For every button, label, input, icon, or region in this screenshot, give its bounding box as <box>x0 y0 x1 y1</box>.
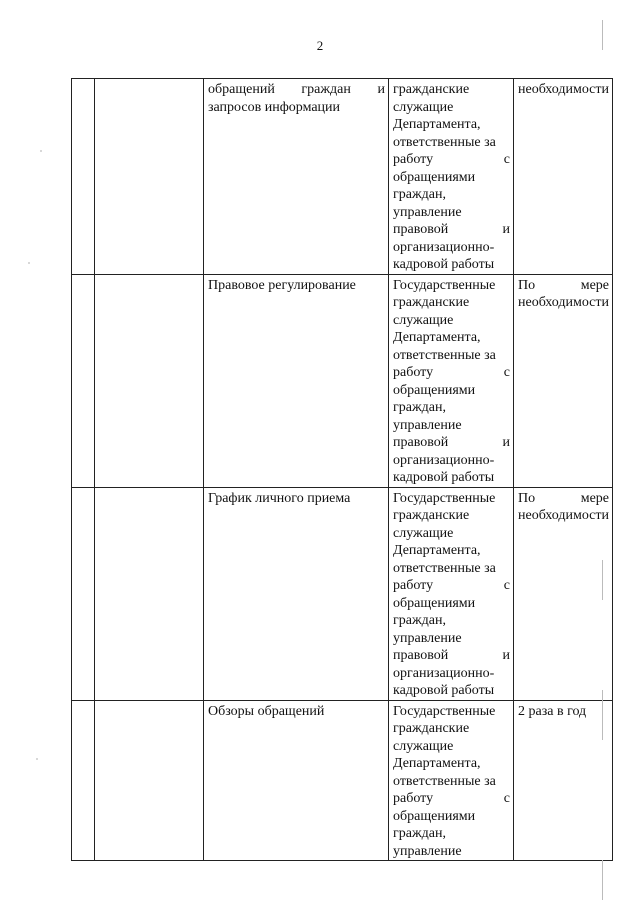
responsible-cell <box>389 274 514 487</box>
responsible-line: граждан, <box>393 400 446 415</box>
scan-artifact-line <box>602 20 603 50</box>
blank-cell <box>95 487 204 700</box>
responsible-line: Государственные <box>393 277 496 293</box>
blank-cell <box>95 274 204 487</box>
responsible-line: ответственные за <box>393 560 496 576</box>
responsible-cell <box>389 700 514 861</box>
blank-cell <box>95 79 204 275</box>
term-line: 2 раза в год <box>518 703 587 719</box>
section-cell <box>204 274 389 487</box>
responsible-line: Департамента, <box>393 756 481 771</box>
responsible-line: правовой и <box>393 435 510 450</box>
responsible-line: обращениями <box>393 808 476 824</box>
responsible-line: служащие <box>393 312 454 328</box>
scan-artifact-dot <box>28 262 30 264</box>
responsible-line: работу с <box>393 152 510 167</box>
responsible-line: Государственные <box>393 490 496 506</box>
scan-artifact-line <box>602 690 603 740</box>
document-table <box>71 78 613 861</box>
responsible-line: обращениями <box>393 169 476 185</box>
responsible-line: правовой и <box>393 648 510 663</box>
responsible-line: граждан, <box>393 826 446 841</box>
responsible-line: управление <box>393 843 462 859</box>
responsible-line: работу с <box>393 365 510 380</box>
responsible-line: гражданские <box>393 295 470 310</box>
responsible-line: ответственные за <box>393 134 496 150</box>
scan-artifact-dot <box>36 758 38 760</box>
section-line: График личного приема <box>208 490 351 506</box>
responsible-line: работу с <box>393 791 510 806</box>
responsible-line: обращениями <box>393 595 476 611</box>
responsible-cell <box>389 79 514 275</box>
term-line: необходимости <box>518 82 610 97</box>
responsible-line: ответственные за <box>393 773 496 789</box>
table-row <box>72 700 613 861</box>
responsible-line: организационно- <box>393 239 495 255</box>
responsible-line: организационно- <box>393 452 495 468</box>
table-row <box>72 274 613 487</box>
responsible-line: Департамента, <box>393 543 481 558</box>
term-cell <box>514 700 613 861</box>
responsible-line: кадровой работы <box>393 470 495 485</box>
responsible-line: кадровой работы <box>393 257 495 272</box>
responsible-cell <box>389 487 514 700</box>
responsible-line: Государственные <box>393 703 496 719</box>
responsible-line: обращениями <box>393 382 476 398</box>
section-line: запросов информации <box>208 99 341 115</box>
page-number: 2 <box>316 38 324 53</box>
section-cell <box>204 487 389 700</box>
table-row <box>72 487 613 700</box>
responsible-line: служащие <box>393 525 454 541</box>
term-line: необходимости <box>518 295 610 310</box>
term-line: По мере <box>518 490 610 506</box>
term-line: По мере <box>518 277 610 293</box>
responsible-line: гражданские <box>393 721 470 736</box>
responsible-line: гражданские <box>393 508 470 523</box>
responsible-line: граждан, <box>393 187 446 202</box>
scan-artifact-line <box>602 560 603 600</box>
responsible-line: служащие <box>393 99 454 115</box>
section-cell <box>204 700 389 861</box>
blank-cell <box>95 700 204 861</box>
row-number-cell <box>72 700 95 861</box>
row-number-cell <box>72 79 95 275</box>
responsible-line: кадровой работы <box>393 683 495 698</box>
responsible-line: служащие <box>393 738 454 754</box>
scan-artifact-line <box>602 860 603 900</box>
responsible-line: правовой и <box>393 222 510 237</box>
responsible-line: Департамента, <box>393 117 481 132</box>
responsible-line: граждан, <box>393 613 446 628</box>
section-cell <box>204 79 389 275</box>
section-line: обращений граждан и <box>208 82 385 97</box>
responsible-line: ответственные за <box>393 347 496 363</box>
table-row <box>72 79 613 275</box>
responsible-line: управление <box>393 204 462 220</box>
responsible-line: организационно- <box>393 665 495 681</box>
row-number-cell <box>72 274 95 487</box>
responsible-line: Департамента, <box>393 330 481 345</box>
scan-artifact-dot <box>40 150 42 152</box>
responsible-line: гражданские <box>393 82 470 97</box>
responsible-line: управление <box>393 630 462 646</box>
section-line: Правовое регулирование <box>208 277 356 293</box>
term-cell <box>514 79 613 275</box>
responsible-line: управление <box>393 417 462 433</box>
row-number-cell <box>72 487 95 700</box>
section-line: Обзоры обращений <box>208 703 325 719</box>
term-cell <box>514 274 613 487</box>
responsible-line: работу с <box>393 578 510 593</box>
term-line: необходимости <box>518 508 610 523</box>
term-cell <box>514 487 613 700</box>
